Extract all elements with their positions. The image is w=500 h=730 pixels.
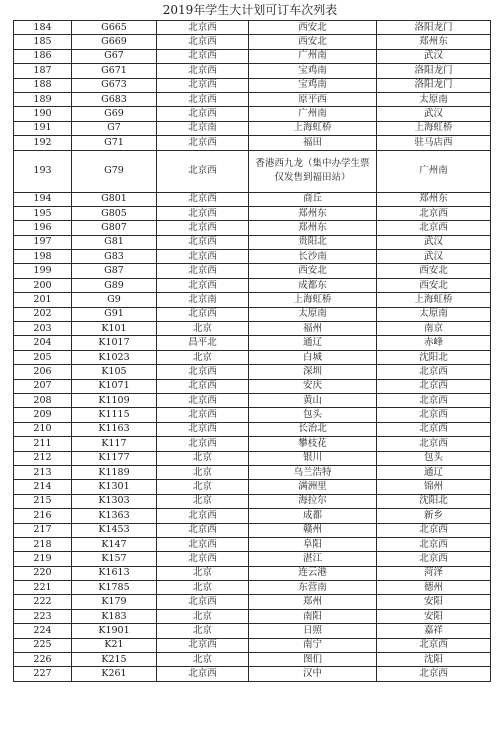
row-number-cell: 218 — [14, 537, 72, 551]
table-row — [14, 150, 491, 192]
destination-station-cell: 长治北 — [249, 422, 377, 436]
destination-station-cell: 商丘 — [249, 192, 377, 206]
ticket-station-cell: 南京 — [377, 322, 491, 336]
boarding-station-cell: 北京西 — [157, 136, 249, 150]
row-number-cell: 191 — [14, 121, 72, 135]
train-number-cell: G671 — [72, 64, 157, 78]
table-row — [14, 206, 491, 220]
destination-station-cell: 原平西 — [249, 92, 377, 106]
row-number-cell: 214 — [14, 480, 72, 494]
table-row — [14, 35, 491, 49]
boarding-station-cell: 北京西 — [157, 221, 249, 235]
destination-station-cell: 黄山 — [249, 393, 377, 407]
row-number-cell: 212 — [14, 451, 72, 465]
destination-station-cell: 上海虹桥 — [249, 293, 377, 307]
ticket-station-cell: 沈阳北 — [377, 494, 491, 508]
train-number-cell: K1017 — [72, 336, 157, 350]
boarding-station-cell: 北京西 — [157, 49, 249, 63]
table-row — [14, 250, 491, 264]
train-number-cell: G67 — [72, 49, 157, 63]
row-number-cell: 196 — [14, 221, 72, 235]
train-number-cell: K1023 — [72, 350, 157, 364]
destination-station-cell: 成都东 — [249, 278, 377, 292]
destination-station-cell: 郑州东 — [249, 206, 377, 220]
train-number-cell: K1363 — [72, 509, 157, 523]
table-row — [14, 293, 491, 307]
row-number-cell: 219 — [14, 552, 72, 566]
boarding-station-cell: 北京西 — [157, 552, 249, 566]
train-number-cell: K1613 — [72, 566, 157, 580]
destination-station-cell: 汉中 — [249, 667, 377, 681]
train-number-cell: G669 — [72, 35, 157, 49]
row-number-cell: 189 — [14, 92, 72, 106]
row-number-cell: 221 — [14, 581, 72, 595]
destination-station-cell: 南宁 — [249, 638, 377, 652]
boarding-station-cell: 北京 — [157, 322, 249, 336]
row-number-cell: 195 — [14, 206, 72, 220]
ticket-station-cell: 太原南 — [377, 92, 491, 106]
train-number-cell: K1109 — [72, 393, 157, 407]
ticket-station-cell: 武汉 — [377, 49, 491, 63]
table-row — [14, 221, 491, 235]
table-row — [14, 393, 491, 407]
ticket-station-cell: 北京西 — [377, 552, 491, 566]
row-number-cell: 206 — [14, 365, 72, 379]
table-row — [14, 653, 491, 667]
destination-station-cell: 宝鸡南 — [249, 78, 377, 92]
table-row — [14, 365, 491, 379]
table-row — [14, 408, 491, 422]
train-number-cell: K179 — [72, 595, 157, 609]
train-number-cell: G71 — [72, 136, 157, 150]
boarding-station-cell: 北京西 — [157, 537, 249, 551]
destination-station-cell: 福田 — [249, 136, 377, 150]
ticket-station-cell: 锦州 — [377, 480, 491, 494]
row-number-cell: 187 — [14, 64, 72, 78]
ticket-station-cell: 北京西 — [377, 408, 491, 422]
train-number-cell: G805 — [72, 206, 157, 220]
train-number-cell: G683 — [72, 92, 157, 106]
ticket-station-cell: 北京西 — [377, 422, 491, 436]
ticket-station-cell: 北京西 — [377, 437, 491, 451]
table-row — [14, 64, 491, 78]
row-number-cell: 203 — [14, 322, 72, 336]
train-number-cell: G673 — [72, 78, 157, 92]
destination-station-cell: 广州南 — [249, 49, 377, 63]
ticket-station-cell: 洛阳龙门 — [377, 21, 491, 35]
row-number-cell: 211 — [14, 437, 72, 451]
row-number-cell: 200 — [14, 278, 72, 292]
boarding-station-cell: 北京西 — [157, 437, 249, 451]
table-row — [14, 638, 491, 652]
ticket-station-cell: 北京西 — [377, 206, 491, 220]
boarding-station-cell: 北京 — [157, 653, 249, 667]
destination-station-cell: 银川 — [249, 451, 377, 465]
boarding-station-cell: 北京西 — [157, 595, 249, 609]
boarding-station-cell: 北京西 — [157, 638, 249, 652]
destination-station-cell: 连云港 — [249, 566, 377, 580]
destination-station-cell: 湛江 — [249, 552, 377, 566]
destination-station-cell: 长沙南 — [249, 250, 377, 264]
destination-station-cell: 南阳 — [249, 609, 377, 623]
boarding-station-cell: 北京 — [157, 494, 249, 508]
ticket-station-cell: 新乡 — [377, 509, 491, 523]
destination-station-cell: 成都 — [249, 509, 377, 523]
table-row — [14, 523, 491, 537]
boarding-station-cell: 北京西 — [157, 92, 249, 106]
boarding-station-cell: 北京 — [157, 451, 249, 465]
destination-station-cell: 宝鸡南 — [249, 64, 377, 78]
boarding-station-cell: 昌平北 — [157, 336, 249, 350]
row-number-cell: 190 — [14, 107, 72, 121]
table-row — [14, 451, 491, 465]
ticket-station-cell: 安阳 — [377, 609, 491, 623]
boarding-station-cell: 北京西 — [157, 78, 249, 92]
row-number-cell: 210 — [14, 422, 72, 436]
boarding-station-cell: 北京西 — [157, 206, 249, 220]
row-number-cell: 215 — [14, 494, 72, 508]
destination-station-cell: 通辽 — [249, 336, 377, 350]
boarding-station-cell: 北京南 — [157, 121, 249, 135]
train-number-cell: K1453 — [72, 523, 157, 537]
ticket-station-cell: 驻马店西 — [377, 136, 491, 150]
boarding-station-cell: 北京西 — [157, 107, 249, 121]
row-number-cell: 193 — [14, 150, 72, 192]
destination-station-cell: 西安北 — [249, 35, 377, 49]
boarding-station-cell: 北京西 — [157, 422, 249, 436]
ticket-station-cell: 郑州东 — [377, 192, 491, 206]
destination-station-cell: 福州 — [249, 322, 377, 336]
ticket-station-cell: 北京西 — [377, 667, 491, 681]
row-number-cell: 207 — [14, 379, 72, 393]
destination-station-cell: 阜阳 — [249, 537, 377, 551]
row-number-cell: 227 — [14, 667, 72, 681]
boarding-station-cell: 北京西 — [157, 307, 249, 321]
train-number-cell: K1785 — [72, 581, 157, 595]
ticket-station-cell: 上海虹桥 — [377, 121, 491, 135]
table-row — [14, 121, 491, 135]
train-number-cell: K183 — [72, 609, 157, 623]
page-title: 2019年学生大计划可订车次列表 — [162, 3, 338, 17]
row-number-cell: 198 — [14, 250, 72, 264]
table-row — [14, 595, 491, 609]
ticket-station-cell: 赤峰 — [377, 336, 491, 350]
train-number-cell: K1901 — [72, 624, 157, 638]
table-row — [14, 307, 491, 321]
row-number-cell: 204 — [14, 336, 72, 350]
table-row — [14, 78, 491, 92]
row-number-cell: 184 — [14, 21, 72, 35]
table-row — [14, 92, 491, 106]
row-number-cell: 223 — [14, 609, 72, 623]
row-number-cell: 220 — [14, 566, 72, 580]
destination-station-cell: 东营南 — [249, 581, 377, 595]
ticket-station-cell: 北京西 — [377, 537, 491, 551]
destination-station-cell: 香港西九龙（集中办学生票仅发售到福田站） — [249, 150, 377, 192]
boarding-station-cell: 北京西 — [157, 365, 249, 379]
boarding-station-cell: 北京西 — [157, 408, 249, 422]
train-number-cell: K215 — [72, 653, 157, 667]
row-number-cell: 201 — [14, 293, 72, 307]
train-number-cell: G7 — [72, 121, 157, 135]
table-row — [14, 21, 491, 35]
train-number-cell: K21 — [72, 638, 157, 652]
row-number-cell: 197 — [14, 235, 72, 249]
boarding-station-cell: 北京西 — [157, 250, 249, 264]
destination-station-cell: 攀枝花 — [249, 437, 377, 451]
destination-station-cell: 海拉尔 — [249, 494, 377, 508]
destination-station-cell: 日照 — [249, 624, 377, 638]
ticket-station-cell: 太原南 — [377, 307, 491, 321]
ticket-station-cell: 西安北 — [377, 278, 491, 292]
train-number-cell: K1189 — [72, 465, 157, 479]
destination-station-cell: 满洲里 — [249, 480, 377, 494]
boarding-station-cell: 北京西 — [157, 393, 249, 407]
train-number-cell: K1115 — [72, 408, 157, 422]
train-number-cell: K1177 — [72, 451, 157, 465]
destination-station-cell: 贵阳北 — [249, 235, 377, 249]
train-number-cell: G9 — [72, 293, 157, 307]
train-number-cell: G87 — [72, 264, 157, 278]
table-row — [14, 667, 491, 681]
boarding-station-cell: 北京 — [157, 624, 249, 638]
train-number-cell: G807 — [72, 221, 157, 235]
boarding-station-cell: 北京西 — [157, 278, 249, 292]
ticket-station-cell: 北京西 — [377, 379, 491, 393]
destination-station-cell: 西安北 — [249, 264, 377, 278]
table-row — [14, 624, 491, 638]
train-number-cell: K1301 — [72, 480, 157, 494]
table-body — [14, 21, 491, 682]
table-row — [14, 509, 491, 523]
table-row — [14, 494, 491, 508]
destination-station-cell: 白城 — [249, 350, 377, 364]
destination-station-cell: 深圳 — [249, 365, 377, 379]
train-number-cell: K101 — [72, 322, 157, 336]
row-number-cell: 224 — [14, 624, 72, 638]
train-number-cell: K261 — [72, 667, 157, 681]
row-number-cell: 226 — [14, 653, 72, 667]
row-number-cell: 225 — [14, 638, 72, 652]
row-number-cell: 205 — [14, 350, 72, 364]
boarding-station-cell: 北京西 — [157, 192, 249, 206]
train-number-cell: K1071 — [72, 379, 157, 393]
destination-station-cell: 赣州 — [249, 523, 377, 537]
table-row — [14, 278, 491, 292]
row-number-cell: 186 — [14, 49, 72, 63]
train-number-cell: K147 — [72, 537, 157, 551]
boarding-station-cell: 北京西 — [157, 150, 249, 192]
boarding-station-cell: 北京 — [157, 350, 249, 364]
train-number-cell: G801 — [72, 192, 157, 206]
ticket-station-cell: 北京西 — [377, 221, 491, 235]
ticket-station-cell: 安阳 — [377, 595, 491, 609]
boarding-station-cell: 北京 — [157, 480, 249, 494]
train-number-cell: G69 — [72, 107, 157, 121]
train-number-cell: K1163 — [72, 422, 157, 436]
row-number-cell: 188 — [14, 78, 72, 92]
table-row — [14, 581, 491, 595]
ticket-station-cell: 北京西 — [377, 365, 491, 379]
row-number-cell: 222 — [14, 595, 72, 609]
boarding-station-cell: 北京 — [157, 566, 249, 580]
destination-station-cell: 郑州东 — [249, 221, 377, 235]
boarding-station-cell: 北京西 — [157, 667, 249, 681]
table-row — [14, 322, 491, 336]
row-number-cell: 185 — [14, 35, 72, 49]
table-row — [14, 192, 491, 206]
ticket-station-cell: 洛阳龙门 — [377, 64, 491, 78]
ticket-station-cell: 嘉祥 — [377, 624, 491, 638]
train-number-cell: K117 — [72, 437, 157, 451]
destination-station-cell: 郑州 — [249, 595, 377, 609]
ticket-station-cell: 德州 — [377, 581, 491, 595]
destination-station-cell: 包头 — [249, 408, 377, 422]
table-row — [14, 336, 491, 350]
ticket-station-cell: 广州南 — [377, 150, 491, 192]
row-number-cell: 199 — [14, 264, 72, 278]
boarding-station-cell: 北京西 — [157, 235, 249, 249]
row-number-cell: 213 — [14, 465, 72, 479]
boarding-station-cell: 北京南 — [157, 293, 249, 307]
row-number-cell: 208 — [14, 393, 72, 407]
ticket-station-cell: 武汉 — [377, 250, 491, 264]
ticket-station-cell: 洛阳龙门 — [377, 78, 491, 92]
destination-station-cell: 上海虹桥 — [249, 121, 377, 135]
boarding-station-cell: 北京 — [157, 581, 249, 595]
train-number-cell: K1303 — [72, 494, 157, 508]
row-number-cell: 216 — [14, 509, 72, 523]
destination-station-cell: 图们 — [249, 653, 377, 667]
row-number-cell: 192 — [14, 136, 72, 150]
ticket-station-cell: 北京西 — [377, 523, 491, 537]
ticket-station-cell: 郑州东 — [377, 35, 491, 49]
boarding-station-cell: 北京西 — [157, 64, 249, 78]
destination-station-cell: 西安北 — [249, 21, 377, 35]
table-row — [14, 379, 491, 393]
table-row — [14, 537, 491, 551]
train-number-cell: G91 — [72, 307, 157, 321]
table-row — [14, 480, 491, 494]
table-row — [14, 422, 491, 436]
row-number-cell: 209 — [14, 408, 72, 422]
table-row — [14, 609, 491, 623]
ticket-station-cell: 北京西 — [377, 638, 491, 652]
row-number-cell: 202 — [14, 307, 72, 321]
ticket-station-cell: 沈阳北 — [377, 350, 491, 364]
ticket-station-cell: 武汉 — [377, 107, 491, 121]
ticket-station-cell: 包头 — [377, 451, 491, 465]
boarding-station-cell: 北京西 — [157, 509, 249, 523]
boarding-station-cell: 北京西 — [157, 379, 249, 393]
destination-station-cell: 安庆 — [249, 379, 377, 393]
table-row — [14, 566, 491, 580]
destination-station-cell: 乌兰浩特 — [249, 465, 377, 479]
destination-station-cell: 广州南 — [249, 107, 377, 121]
boarding-station-cell: 北京西 — [157, 264, 249, 278]
ticket-station-cell: 通辽 — [377, 465, 491, 479]
table-row — [14, 552, 491, 566]
table-row — [14, 235, 491, 249]
table-row — [14, 136, 491, 150]
row-number-cell: 217 — [14, 523, 72, 537]
train-number-cell: G81 — [72, 235, 157, 249]
ticket-station-cell: 武汉 — [377, 235, 491, 249]
train-number-cell: K105 — [72, 365, 157, 379]
train-number-cell: G79 — [72, 150, 157, 192]
row-number-cell: 194 — [14, 192, 72, 206]
table-row — [14, 437, 491, 451]
boarding-station-cell: 北京 — [157, 465, 249, 479]
boarding-station-cell: 北京西 — [157, 21, 249, 35]
ticket-station-cell: 北京西 — [377, 393, 491, 407]
train-number-cell: G83 — [72, 250, 157, 264]
train-schedule-table — [13, 20, 491, 682]
boarding-station-cell: 北京 — [157, 609, 249, 623]
destination-station-cell: 太原南 — [249, 307, 377, 321]
table-row — [14, 49, 491, 63]
train-number-cell: G89 — [72, 278, 157, 292]
table-row — [14, 264, 491, 278]
ticket-station-cell: 上海虹桥 — [377, 293, 491, 307]
boarding-station-cell: 北京西 — [157, 35, 249, 49]
table-row — [14, 350, 491, 364]
boarding-station-cell: 北京西 — [157, 523, 249, 537]
train-number-cell: G665 — [72, 21, 157, 35]
ticket-station-cell: 菏泽 — [377, 566, 491, 580]
table-row — [14, 107, 491, 121]
table-row — [14, 465, 491, 479]
ticket-station-cell: 西安北 — [377, 264, 491, 278]
ticket-station-cell: 沈阳 — [377, 653, 491, 667]
train-number-cell: K157 — [72, 552, 157, 566]
